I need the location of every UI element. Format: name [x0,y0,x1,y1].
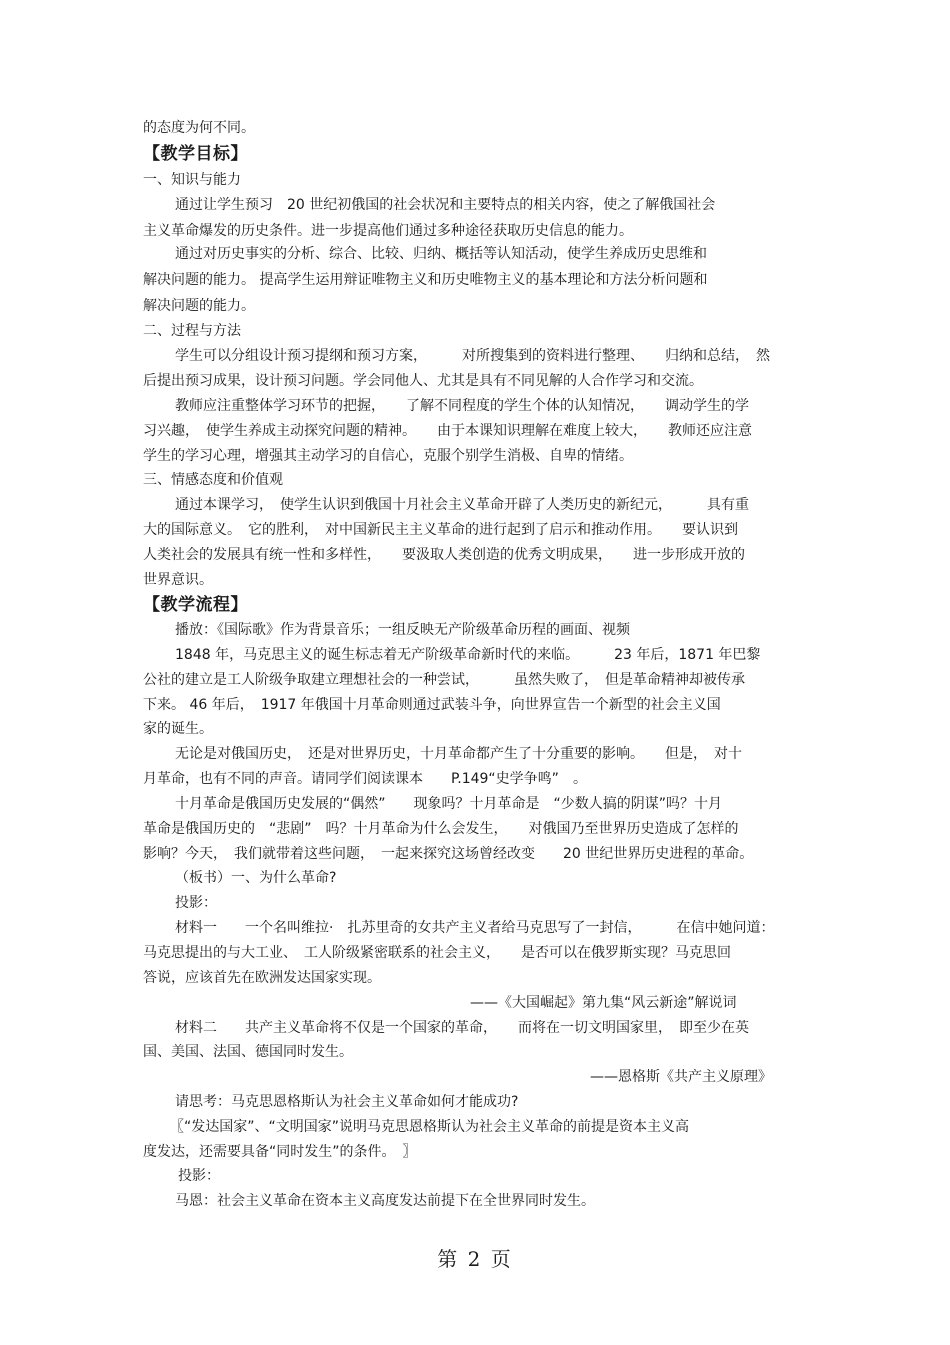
citation: ——恩格斯《共产主义原理》 [590,1069,772,1085]
text-line: 后提出预习成果，设计预习问题。学会同他人、尤其是具有不同见解的人合作学习和交流。 [143,373,703,389]
text-line: 公社的建立是工人阶级争取建立理想社会的一种尝试， 虽然失败了， 但是革命精神却被传承 [143,672,745,688]
text-line: 请思考：马克思恩格斯认为社会主义革命如何才能成功? [175,1094,519,1110]
text-line: 答说，应该首先在欧洲发达国家实现。 [143,970,381,986]
text-line: 通过本课学习， 使学生认识到俄国十月社会主义革命开辟了人类历史的新纪元， 具有重 [175,497,749,513]
text-line: 习兴趣， 使学生养成主动探究问题的精神。 由于本课知识理解在难度上较大， 教师还应注意 [143,423,752,439]
text-line: 度发达，还需要具备“同时发生”的条件。 〗 [143,1144,417,1160]
text-line: 解决问题的能力。 提高学生运用辩证唯物主义和历史唯物主义的基本理论和方法分析问题和 [143,272,708,288]
text-line: 世界意识。 [143,572,213,588]
text-line: 十月革命是俄国历史发展的“偶然” 现象吗？十月革命是 “少数人搞的阴谋”吗？十月 [175,796,723,812]
text-line: 革命是俄国历史的 “悲剧” 吗？十月革命为什么会发生， 对俄国乃至世界历史造成了怎样的 [143,821,739,837]
text-line: 马克思提出的与大工业、 工人阶级紧密联系的社会主义， 是否可以在俄罗斯实现？马克思回 [143,945,731,961]
text-line: 材料一 一个名叫维拉· 扎苏里奇的女共产主义者给马克思写了一封信， 在信中她问道： [175,920,775,936]
text-line: 1848 年，马克思主义的诞生标志着无产阶级革命新时代的来临。 23 年后，1871 年巴黎 [175,647,761,663]
text-line: 影响？今天， 我们就带着这些问题， 一起来探究这场曾经改变 20 世纪世界历史进程的革命。 [143,846,754,862]
text-line: 解决问题的能力。 [143,298,255,314]
subheading: 三、情感态度和价值观 [143,472,283,488]
text-line: 马恩：社会主义革命在资本主义高度发达前提下在全世界同时发生。 [175,1193,595,1209]
text-line: 人类社会的发展具有统一性和多样性， 要汲取人类创造的优秀文明成果， 进一步形成开放的 [143,547,745,563]
text-line: 主义革命爆发的历史条件。进一步提高他们通过多种途径获取历史信息的能力。 [143,223,633,239]
section-heading: 【教学流程】 [143,595,248,615]
text-line: 播放：《国际歌》作为背景音乐；一组反映无产阶级革命历程的画面、视频 [175,622,630,638]
text-line: 学生可以分组设计预习提纲和预习方案， 对所搜集到的资料进行整理、 归纳和总结， 然 [175,348,770,364]
text-line: 通过让学生预习 20 世纪初俄国的社会状况和主要特点的相关内容，使之了解俄国社会 [175,197,716,213]
text-line: 国、美国、法国、德国同时发生。 [143,1044,353,1060]
text-line: （板书）一、为什么革命? [175,870,337,886]
page-number: 第 2 页 [437,1247,513,1271]
text-line: 学生的学习心理，增强其主动学习的自信心，克服个别学生消极、自卑的情绪。 [143,448,633,464]
text-line: 通过对历史事实的分析、综合、比较、归纳、概括等认知活动，使学生养成历史思维和 [175,246,707,262]
text-line: 材料二 共产主义革命将不仅是一个国家的革命， 而将在一切文明国家里， 即至少在英 [175,1020,749,1036]
text-line: 投影： [178,1168,220,1184]
text-line: 教师应注重整体学习环节的把握， 了解不同程度的学生个体的认知情况， 调动学生的学 [175,398,749,414]
citation: ——《大国崛起》第九集“风云新途”解说词 [470,995,737,1011]
text-line: 无论是对俄国历史， 还是对世界历史，十月革命都产生了十分重要的影响。 但是， 对十 [175,746,742,762]
text-line: 月革命，也有不同的声音。请同学们阅读课本 P.149“史学争鸣” 。 [143,771,587,787]
text-line: 大的国际意义。 它的胜利， 对中国新民主主义革命的进行起到了启示和推动作用。 要认识到 [143,522,738,538]
text-line: 投影： [175,895,217,911]
section-heading: 【教学目标】 [143,144,248,164]
text-line: 〖“发达国家”、“文明国家”说明马克思恩格斯认为社会主义革命的前提是资本主义高 [170,1119,690,1135]
subheading: 一、知识与能力 [143,172,241,188]
subheading: 二、过程与方法 [143,323,241,339]
text-line: 下来。 46 年后， 1917 年俄国十月革命则通过武装斗争，向世界宣告一个新型的社会主义国 [143,697,721,713]
text-line: 家的诞生。 [143,721,213,737]
text-line: 的态度为何不同。 [143,120,255,136]
